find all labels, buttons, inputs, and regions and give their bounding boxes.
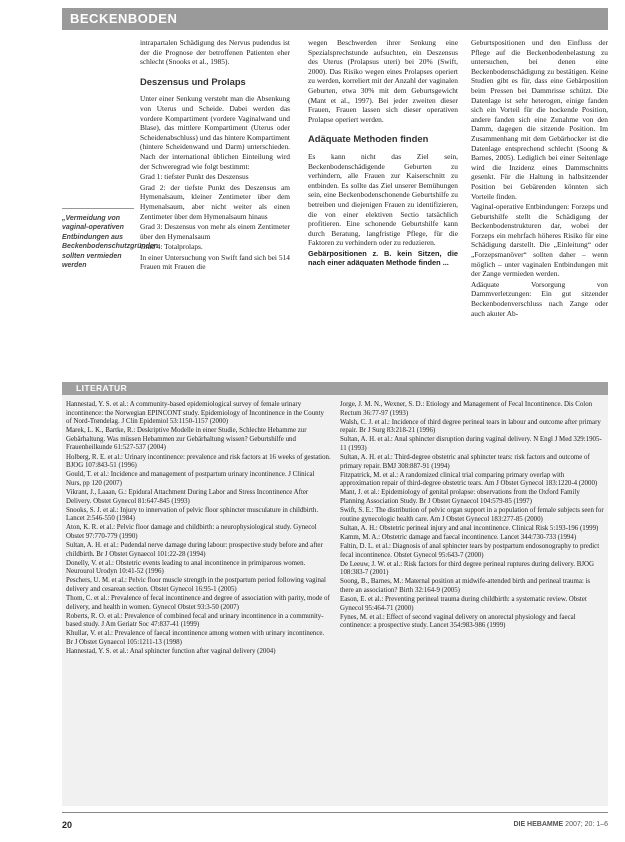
references-right: [340, 401, 605, 631]
journal-name: DIE HEBAMME: [513, 821, 564, 828]
paragraph: intrapartalen Schädigung des Nervus pudendus ist der die Prognose der betroffenen Patienten eher schlecht (Snooks et al., 1985).: [140, 38, 290, 67]
heading-deszensus: Deszensus und Prolaps: [140, 75, 246, 87]
text-column-2: [308, 38, 458, 269]
reference-entry: Fitzpatrick, M. et al.: A randomized clinical trial comparing primary overlap with approximation repair of third-degree obstetric tears. Am J Obstet Gynecol 183:1220-4 (2000): [340, 471, 598, 488]
references-left: [66, 401, 331, 657]
reference-entry: Vikrant, J., Laaan, G.: Epidural Attachment During Labor and Stress Incontinence After Delivery. Obstet Gynecol 81:647-845 (1993): [66, 488, 309, 505]
reference-entry: Peschers, U. M. et al.: Pelvic floor muscle strength in the postpartum period following vaginal delivery and cesarean section. Obstet Gynecol 16:95-1 (2005): [66, 577, 326, 593]
paragraph: Gebärpositionen z. B. kein Sitzen, die nach einer adäquaten Methode finden ...: [308, 248, 458, 268]
reference-entry: Soong, B., Barnes, M.: Maternal position at midwife-attended birth and perineal trauma: is there an association? Birth 32:164-9 (2005): [340, 578, 591, 594]
section-title: BECKENBODEN: [70, 11, 178, 26]
reference-entry: Eason, E. et al.: Preventing perineal trauma during childbirth: a systematic review. Obstet Gynecol 95:464-71 (2000): [340, 596, 587, 612]
paragraph: wegen Beschwerden ihrer Senkung eine Spezialsprechstunde aufsuchten, ein Deszensus des Uterus (Prolapsus uteri) bei 20% (Swift, 2000). Das Risiko wegen eines Prolapses operiert zu werden, korreliert mit der Anzahl der vaginalen Geburten, etwa 30% mit dem Geburtsgewicht (Mant et al., 1997). Bei jeder zweiten dieser Frauen, Frauen lassen sich dieser operativen Prolapse operiert werden.: [308, 38, 458, 124]
text-column-1: [140, 38, 290, 273]
text-column-3: [471, 38, 608, 319]
paragraph: Unter einer Senkung versteht man die Absenkung von Uterus und Scheide. Dabei werden das vordere Kompartiment (vordere Vaginalwand und Blase), das mittlere Kompartiment (Uterus oder Scheidenabschluss) und das hintere Kompartiment (hintere Scheidenwand und Darm) unterschieden. Nach der international üblichen Einteilung wird der Schweregrad wie folgt bestimmt:: [140, 94, 290, 171]
reference-entry: Swift, S. E.: The distribution of pelvic organ support in a population of female subjects seen for routine gynecologic health care. Am J Obstet Gynecol 183:277-85 (2000): [340, 507, 604, 523]
paragraph: Es kann nicht das Ziel sein, Beckenbodenschädigende Geburten zu verhindern, alle Frauen zur Kaiserschnitt zu entbinden. Es sollte das Ziel unserer Bemühungen sein, eine Beckenbodenschonende Geburtshilfe zu betreiben und diejenigen Frauen zu identifizieren, die von einer elektiven Sectio tatsächlich profitieren. Eine schonende Geburtshilfe kann durch Beratung, langfristige Pflege, für die Faktoren zu verhindern oder zu reduzieren.: [308, 151, 458, 248]
footer-rule: [62, 812, 608, 813]
reference-entry: Donelly, V. et al.: Obstetric events leading to anal incontinence in primiparous women. Neurourol Urodyn 10:41-52 (1996): [66, 559, 306, 576]
paragraph: In einer Untersuchung von Swift fand sich bei 514 Frauen mit Frauen die: [140, 252, 290, 272]
journal-footer: [513, 821, 608, 828]
reference-entry: Mant, J. et al.: Epidemiology of genital prolapse: observations from the Oxford Family Planning Association Study. Br J Obstet Gynaecol 104:579-85 (1997): [340, 489, 580, 506]
paragraph: Grad 4: Totalprolaps.: [140, 242, 203, 252]
paragraph: Grad 3: Deszensus von mehr als einem Zentimeter über den Hymenalsaum: [140, 222, 290, 241]
paragraph: Grad 1: tiefster Punkt des Deszensus: [140, 172, 249, 182]
reference-entry: Aton, K. R. et al.: Pelvic floor damage and childbirth: a neurophysiological study. Gynecol Obstet 97:770-779 (1990): [66, 524, 317, 540]
literature-title: LITERATUR: [76, 383, 128, 393]
paragraph: Grad 2: der tiefste Punkt des Deszensus am Hymenalsaum, kleiner Zentimeter über dem Hymenalsaum, aber nicht weiter als einen Zentimeter über dem Hymenalsaum hinaus: [140, 182, 290, 221]
paragraph: Vaginal-operative Entbindungen: Forzeps und Geburtshilfe stellt die Schädigung der Beckenbodenstrukturen dar, wobei der Forzeps ein mehrfach höheres Risiko für eine Schädigung darstellt. Die „Einleitung“ oder „Forzepsmanöver“ sollten daher – wenn möglich – unter vaginalen Entbindungen mit der Zange vermieden werden.: [471, 202, 608, 279]
section-header: [62, 8, 608, 30]
reference-entry: Jorge, J. M. N., Wexner, S. D.: Etiology and Management of Fecal Incontinence. Dis Colon Rectum 36:77-97 (1993): [340, 401, 593, 417]
reference-entry: Sultan, A. H. et al.: Anal sphincter disruption during vaginal delivery. N Engl J Med 329:1905-11 (1993): [340, 436, 602, 452]
reference-entry: Sultan, A. H. et al.: Pudendal nerve damage during labour: prospective study before and after childbirth. Br J Obstet Gynaecol 101:22-28 (1994): [66, 542, 323, 558]
reference-entry: Hannestad, Y. S. et al.: Anal sphincter function after vaginal delivery (2004): [66, 648, 276, 656]
paragraph: Adäquate Vorsorgung von Dammverletzungen: Ein gut sitzender Beckenbodenverschluss nach Zange oder auch akuter Ab-: [471, 279, 608, 318]
reference-entry: Faltin, D. L. et al.: Diagnosis of anal sphincter tears by postpartum endosonography to predict fecal incontinence. Obstet Gynecol 95:643-7 (2000): [340, 543, 600, 559]
pullquote: „Vermeidung von vaginal-operativen Entbindungen aus Beckenbodenschutzgründen sollten vermieden werden: [62, 215, 159, 270]
page-number: 20: [62, 820, 73, 830]
reference-entry: Snooks, S. J. et al.: Injury to innervation of pelvic floor sphincter musculature in childbirth. Lancet 2:546-550 (1984): [66, 506, 319, 523]
journal-issue: 2007; 20: 1–6: [565, 821, 608, 828]
reference-entry: Walsh, C. J. et al.: Incidence of third degree perineal tears in labour and outcome after primary repair. Br J Surg 83:218-21 (1996): [340, 418, 601, 435]
heading-methoden: Adäquate Methoden finden: [308, 133, 429, 145]
paragraph: Geburtspositionen und den Einfluss der Pflege auf die Beckenbodenbelastung zu untersuchen, bei denen eine Beckenbodenschädigung zu bestätigen. Keine Studien gibt es für, dass eine Gebärposition beim Pressen bei Dammrisse schützt. Die Datenlage ist sehr heterogen, einige fanden sich ein Vorteil für die hockende Position, andere fanden sich eine Zunahme von den Damm, dagegen die sitzende Position. Im Zusammenhang mit dem Gebärhocker ist die Datenlage entsprechend schlecht (Soong & Barnes, 2005). Lediglich bei einer Seitenlage wird die Inzidenz eines Dammschnitts gesenkt. Für die Haltung in halbsitzender Position bei Gebärenden könnten sich Vorteile finden.: [471, 38, 608, 201]
reference-entry: De Leeuw, J. W. et al.: Risk factors for third degree perineal ruptures during delivery. BJOG 108:383-7 (2001): [340, 560, 594, 577]
pullquote-rule: [62, 208, 134, 209]
reference-entry: Marek, L. K., Bartke, R.: Deskriptive Modelle in einer Studie, Schlechte Hebamme zur Gebärhaltung. Was müssen Hebammen zur Gebärhaltung wissen? Geburtshilfe und Frauenheilkunde 61:527-537 (2004): [66, 427, 307, 452]
reference-entry: Gould, T. et al.: Incidence and management of postpartum urinary incontinence. J Clinical Nurs, pp 120 (2007): [66, 471, 315, 487]
literature-header: [62, 382, 608, 395]
reference-entry: Holberg, R. E. et al.: Urinary incontinence: prevalence and risk factors at 16 weeks of gestation. BJOG 107:843-51 (1996): [66, 453, 331, 470]
reference-entry: Thom, C. et al.: Prevalence of fecal incontinence and degree of association with parity, mode of delivery, and health in women. Gynecol Obstet 93:3-50 (2007): [66, 595, 330, 611]
reference-entry: Roberts, R. O. et al.: Prevalence of combined fecal and urinary incontinence in a community-based study. J Am Geriatr Soc 47:837-41 (1999): [66, 612, 324, 629]
reference-entry: Khullar, V. et al.: Prevalence of faecal incontinence among women with urinary incontinence. Br J Obstet Gynaecol 105:1211-13 (1998): [66, 630, 325, 647]
reference-entry: Fynes, M. et al.: Effect of second vaginal delivery on anorectal physiology and faecal continence: a prospective study. Lancet 354:983-986 (1999): [340, 613, 576, 630]
reference-entry: Kamm, M. A.: Obstetric damage and faecal incontinence. Lancet 344:730-733 (1994): [340, 533, 577, 541]
reference-entry: Sultan, A. H. et al.: Third-degree obstetric anal sphincter tears: risk factors and outcome of primary repair. BMJ 308:887-91 (1994): [340, 454, 590, 470]
reference-entry: Hannestad, Y. S. et al.: A community-based epidemiological survey of female urinary incontinence: the Norwegian EPINCONT study. Epidemiology of Incontinence in the County of Nord-Trøndelag. J Clin Epidemiol 53:1150-1157 (2000): [66, 401, 324, 426]
reference-entry: Sultan, A. H.: Obstetric perineal injury and anal incontinence. Clinical Risk 5:193-196 (1999): [340, 524, 599, 532]
